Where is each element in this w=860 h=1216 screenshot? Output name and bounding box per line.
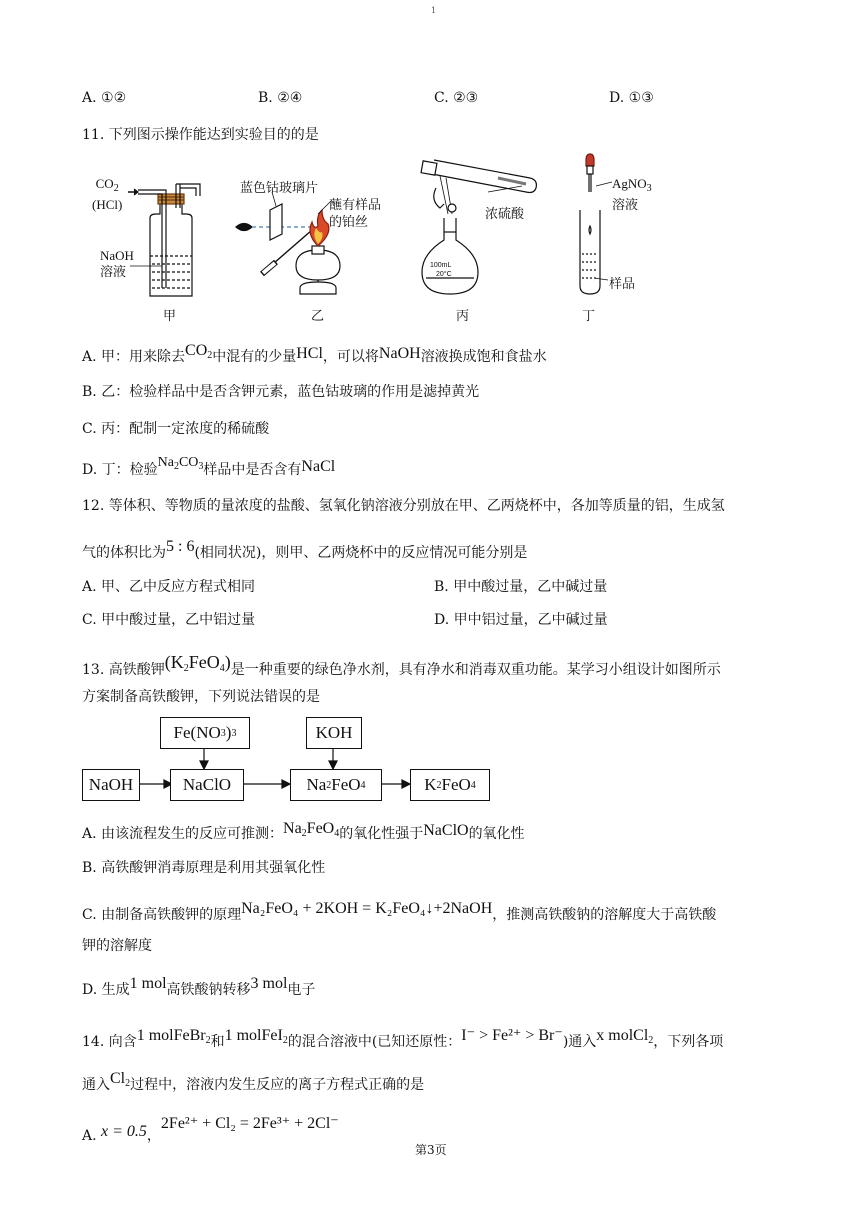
dropper-test-tube (580, 154, 612, 294)
flame-test-setup (236, 192, 340, 294)
q10-option-b: B. ②④ (258, 90, 303, 106)
flow-box-naclo: NaClO (170, 769, 244, 801)
q12-option-a: A. 甲、乙中反应方程式相同 (82, 579, 256, 595)
q11-stem: 11. 下列图示操作能达到实验目的的是 (82, 127, 319, 143)
q13-option-c-line2: 钾的溶解度 (82, 938, 152, 954)
q12-option-d: D. 甲中铝过量，乙中碱过量 (434, 612, 608, 628)
flow-box-k2feo4: K 2 FeO 4 (410, 769, 490, 801)
page-number: 第3页 (415, 1143, 447, 1157)
caption-jia: 甲 (163, 309, 177, 324)
q12-stem-line1: 12. 等体积、等物质的量浓度的盐酸、氢氧化钠溶液分别放在甲、乙两烧杯中，各加等质量的铝，生成氢 (82, 498, 725, 514)
q10-option-a: A. ①② (82, 90, 127, 106)
header-mark: 1 (431, 6, 437, 15)
caption-yi: 乙 (311, 309, 325, 324)
q11-option-a: A. 甲：用来除去$CO_2$中混有的少量HCl，可以将NaOH溶液换成饱和食盐水 (82, 342, 547, 365)
q11-apparatus-figure (0, 148, 860, 328)
q12-option-c: C. 甲中酸过量，乙中铝过量 (82, 612, 256, 628)
jia-gas-label: $CO_2$ (HCl) (92, 176, 123, 212)
caption-bing: 丙 (456, 309, 470, 324)
q13-option-c-line1: C. 由制备高铁酸钾的原理Na₂FeO₄ + 2KOH = K₂FeO₄↓+2NaOH，推测高铁酸钠的溶解度大于高铁酸 (82, 900, 717, 923)
q13-stem-line1: 13. 高铁酸钾$(K_2FeO_4)$是一种重要的绿色净水剂，具有净水和消毒双重功能。某学习小组设计如图所示 (82, 652, 721, 678)
bing-flask-volume: 100mL (430, 262, 452, 269)
bing-acid-label: 浓硫酸 (485, 207, 525, 222)
ding-reagent-label: AgNO$_3$ 溶液 (612, 176, 652, 213)
q12-option-b: B. 甲中酸过量，乙中碱过量 (434, 579, 608, 595)
q13-option-b: B. 高铁酸钾消毒原理是利用其强氧化性 (82, 860, 326, 876)
q14-stem-line1: 14. 向含1 molFeBr$_2$和1 molFeI$_2$的混合溶液中(已知还原性：I⁻ > Fe²⁺ > Br⁻)通入x molCl$_2$，下列各项 (82, 1027, 724, 1050)
q12-stem-line2: 气的体积比为5 : 6(相同状况)，则甲、乙两烧杯中的反应情况可能分别是 (82, 538, 528, 561)
jia-solution-label: NaOH 溶液 (100, 248, 134, 280)
q11-option-d: D. 丁：检验$Na_2CO_3$样品中是否含有NaCl (82, 455, 336, 478)
gas-washing-bottle (128, 184, 200, 296)
q11-option-b: B. 乙：检验样品中是否含钾元素，蓝色钴玻璃的作用是滤掉黄光 (82, 384, 480, 400)
q13-option-a: A. 由该流程发生的反应可推测：$Na_2FeO_4$的氧化性强于NaClO的氧化性 (82, 820, 525, 842)
flow-box-naoh: NaOH (82, 769, 140, 801)
flow-box-na2feo4: Na 2 FeO 4 (290, 769, 382, 801)
flow-box-koh: KOH (306, 717, 362, 749)
yi-glass-label: 蓝色钴玻璃片 (240, 181, 319, 196)
q11-option-c: C. 丙：配制一定浓度的稀硫酸 (82, 421, 270, 437)
yi-wire-label: 蘸有样品 的铂丝 (329, 198, 382, 230)
caption-ding: 丁 (582, 309, 596, 324)
q13-option-d: D. 生成1 mol高铁酸钠转移3 mol电子 (82, 975, 316, 998)
flow-box-fe-nitrate: Fe(NO 3 ) 3 (160, 717, 250, 749)
q10-option-d: D. ①③ (609, 90, 654, 106)
q14-stem-line2: 通入$Cl_2$过程中，溶液内发生反应的离子方程式正确的是 (82, 1070, 425, 1093)
ding-sample-label: 样品 (609, 277, 636, 292)
bing-flask-temp: 20°C (436, 271, 452, 278)
q13-stem-line2: 方案制备高铁酸钾，下列说法错误的是 (82, 689, 320, 705)
q10-option-c: C. ②③ (434, 90, 479, 106)
q14-option-a: A. x = 0.5，2Fe²⁺ + Cl₂ = 2Fe³⁺ + 2Cl⁻ (82, 1115, 339, 1144)
